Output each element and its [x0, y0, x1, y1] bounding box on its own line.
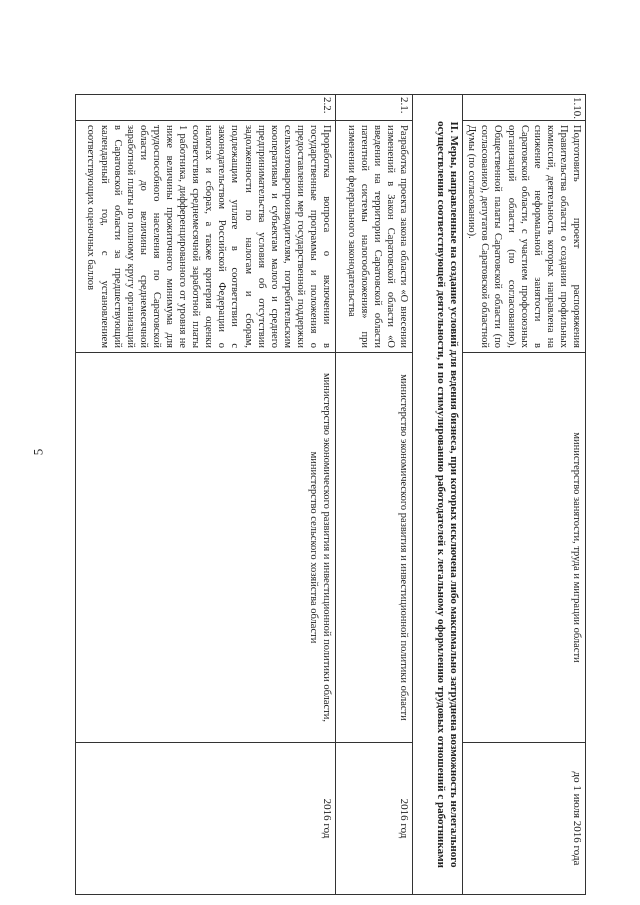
table-row	[76, 95, 336, 895]
responsible-cell: министерство экономического развития и инвестиционной политики области	[336, 353, 413, 743]
task-cell: Подготовить проект распоряжения Правительства области о создании профильных комиссий, деятельность которых направлена на снижение неформальной занятости в Саратовской области, с участием профсоюзных организаций области (по согласованию), Общественной палаты Саратовской области (по согласованию), депутатов Саратовской областной Думы (по согласованию).	[463, 121, 586, 353]
responsible-cell: министерство экономического развития и инвестиционной политики области, министерство сельского хозяйства области	[76, 353, 336, 743]
deadline-cell: до 1 июля 2016 года	[463, 743, 586, 895]
table-row	[336, 95, 413, 895]
row-number: 2.2.	[76, 95, 336, 121]
page-number: 5	[30, 448, 46, 456]
deadline-cell: 2016 год	[336, 743, 413, 895]
measures-table	[75, 94, 586, 895]
table-row	[463, 95, 586, 895]
section-heading: II. Меры, направленные на создание условий для ведения бизнеса, при которых исключена либо максимально затруднена возможность нелегального осуществления соответствующей деятельности, и по стимулированию работодателей к легальному оформлению трудовых отношений с работниками	[413, 95, 463, 895]
responsible-cell: министерство занятости, труда и миграции области	[463, 353, 586, 743]
row-number: 1.10.	[463, 95, 586, 121]
task-cell: Разработка проекта закона области «О внесении изменений в Закон Саратовской области «О введении на территории Саратовской области патентной системы налогообложения» при изменении федерального законодательства	[336, 121, 413, 353]
section-heading-row	[413, 95, 463, 895]
document-page	[86, 94, 586, 894]
deadline-cell: 2016 год	[76, 743, 336, 895]
row-number: 2.1.	[336, 95, 413, 121]
task-cell: Проработка вопроса о включении в государственные программы и положения о предоставлении мер государственной поддержки сельхозтоваропроизводителям, потребительским кооперативам и субъектам малого и среднего предпринимательства условия об отсутствии задолженности по налогам и сборам, подлежащим уплате в соответствии с законодательством Российской Федерации о налогах и сборах, а также критерия оценки соответствия среднемесячной заработной платы 1 работника, дифференцированного от уровня не ниже величины прожиточного минимума для трудоспособного населения по Саратовской области до величины среднемесячной заработной платы по полному кругу организаций в Саратовской области за предшествующий календарный год, с установлением соответствующих оценочных баллов	[76, 121, 336, 353]
